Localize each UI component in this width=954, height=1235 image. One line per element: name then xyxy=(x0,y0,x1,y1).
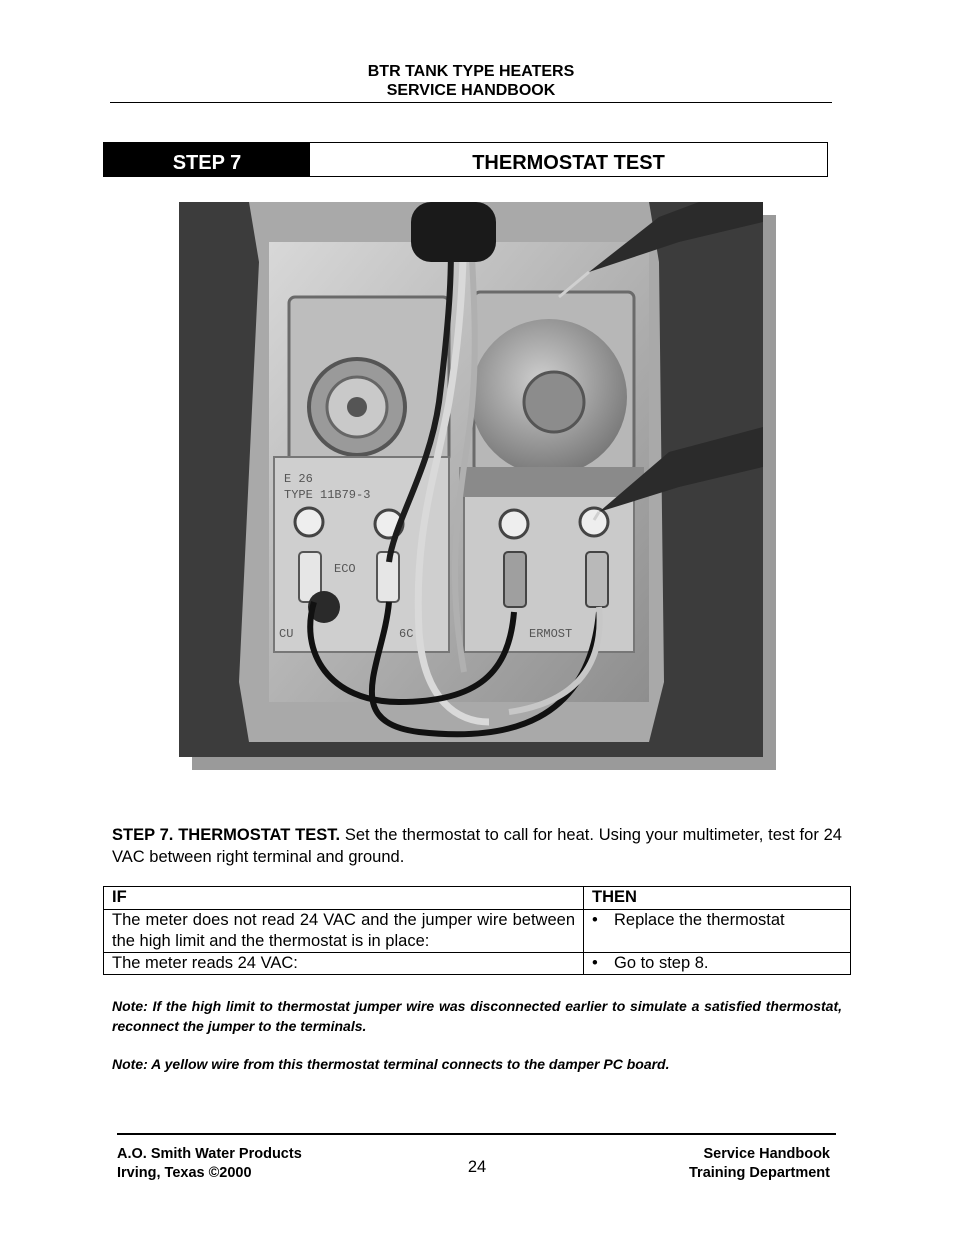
row1-then-text: Replace the thermostat xyxy=(614,911,785,929)
bullet-icon: • xyxy=(592,911,598,929)
footer-company: A.O. Smith Water Products xyxy=(117,1146,302,1162)
header-rule xyxy=(110,102,832,103)
footer-department: Training Department xyxy=(689,1165,830,1181)
step-label: STEP 7 xyxy=(104,143,310,176)
table-header-row xyxy=(104,887,851,910)
header-title: BTR TANK TYPE HEATERS xyxy=(367,63,575,80)
footer-location: Irving, Texas ©2000 xyxy=(117,1165,252,1181)
label-left-bottom2: 6C xyxy=(399,627,414,641)
row1-if: The meter does not read 24 VAC and the jumper wire between the high limit and the thermostat is in place: xyxy=(104,910,584,953)
row1-then xyxy=(584,910,851,953)
step-bar xyxy=(103,142,828,177)
page-number: 24 xyxy=(467,1158,487,1176)
if-then-table xyxy=(103,886,851,975)
header-subtitle: SERVICE HANDBOOK xyxy=(386,82,556,99)
table-row xyxy=(104,953,851,975)
footer-right xyxy=(689,1145,830,1183)
row2-then-text: Go to step 8. xyxy=(614,954,709,972)
label-right-bottom: ERMOST xyxy=(529,627,573,641)
label-left-eco: ECO xyxy=(334,562,356,576)
instruction-paragraph xyxy=(112,824,842,868)
document-header xyxy=(110,62,832,100)
bullet-icon: • xyxy=(592,954,598,972)
row2-if: The meter reads 24 VAC: xyxy=(104,953,584,975)
table-row xyxy=(104,910,851,953)
note-jumper: Note: If the high limit to thermostat jumper wire was disconnected earlier to simulate a satisfied thermostat, reconnect the jumper to the terminals. xyxy=(112,998,842,1034)
header-if: IF xyxy=(104,887,584,910)
label-left-line1: E 26 xyxy=(284,472,313,486)
row2-then xyxy=(584,953,851,975)
note-yellow-wire: Note: A yellow wire from this thermostat terminal connects to the damper PC board. xyxy=(112,1056,670,1072)
label-left-bottom: CU xyxy=(279,627,294,641)
instruction-lead: STEP 7. THERMOSTAT TEST. xyxy=(112,826,341,844)
footer-handbook: Service Handbook xyxy=(703,1146,830,1162)
label-left-line2: TYPE 11B79-3 xyxy=(284,488,371,502)
footer-rule xyxy=(117,1133,836,1135)
instruction-text: Set the thermostat to call for heat. Using your multimeter, test for 24 VAC between right terminal and ground. xyxy=(112,826,842,866)
step-title: THERMOSTAT TEST xyxy=(472,152,665,174)
header-then: THEN xyxy=(584,887,851,910)
thermostat-photo xyxy=(179,202,763,757)
